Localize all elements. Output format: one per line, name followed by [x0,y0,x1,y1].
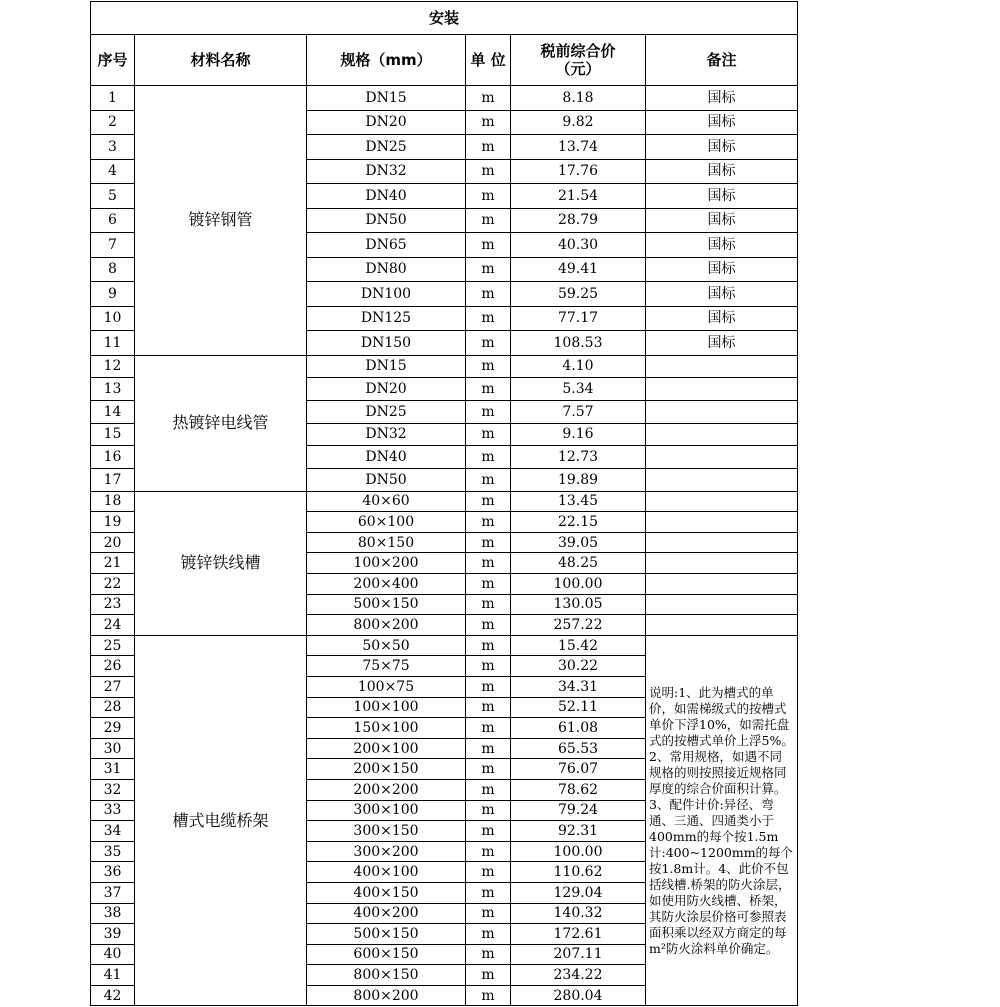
remark-cell [646,574,798,595]
row-number: 41 [91,965,135,986]
row-number: 36 [91,862,135,883]
price-cell: 77.17 [511,306,646,331]
unit-cell: m [466,282,511,307]
price-cell: 52.11 [511,697,646,718]
unit-cell: m [466,594,511,615]
price-cell: 76.07 [511,759,646,780]
row-number: 16 [91,446,135,469]
price-cell: 9.16 [511,423,646,446]
price-cell: 34.31 [511,676,646,697]
unit-cell: m [466,553,511,574]
unit-cell: m [466,135,511,160]
price-cell: 129.04 [511,882,646,903]
row-number: 6 [91,208,135,233]
unit-cell: m [466,800,511,821]
spec-cell: 200×150 [307,759,466,780]
unit-cell: m [466,965,511,986]
spec-cell: DN20 [307,110,466,135]
header-unit: 单 位 [466,35,511,86]
row-number: 9 [91,282,135,307]
table-title: 安装 [91,2,798,35]
row-number: 15 [91,423,135,446]
price-cell: 48.25 [511,553,646,574]
unit-cell: m [466,738,511,759]
price-cell: 92.31 [511,821,646,842]
remark-cell: 国标 [646,110,798,135]
spec-cell: 50×50 [307,635,466,656]
remark-cell [646,491,798,512]
remark-cell [646,532,798,553]
remark-cell [646,423,798,446]
row-number: 8 [91,257,135,282]
spec-cell: 40×60 [307,491,466,512]
remark-cell: 国标 [646,159,798,184]
price-cell: 59.25 [511,282,646,307]
price-cell: 30.22 [511,656,646,677]
spec-cell: 500×150 [307,594,466,615]
unit-cell: m [466,718,511,739]
price-cell: 4.10 [511,355,646,378]
unit-cell: m [466,532,511,553]
spec-cell: 800×200 [307,615,466,636]
unit-cell: m [466,331,511,356]
unit-cell: m [466,423,511,446]
row-number: 37 [91,882,135,903]
price-cell: 22.15 [511,512,646,533]
remark-cell [646,594,798,615]
remark-cell: 国标 [646,331,798,356]
row-number: 17 [91,468,135,491]
unit-cell: m [466,184,511,209]
unit-cell: m [466,635,511,656]
row-number: 14 [91,400,135,423]
row-number: 13 [91,378,135,401]
unit-cell: m [466,821,511,842]
spec-cell: DN15 [307,355,466,378]
price-table [90,1,798,1006]
spec-cell: 400×150 [307,882,466,903]
price-cell: 21.54 [511,184,646,209]
spec-cell: 400×200 [307,903,466,924]
price-cell: 108.53 [511,331,646,356]
row-number: 30 [91,738,135,759]
price-cell: 40.30 [511,233,646,258]
unit-cell: m [466,862,511,883]
unit-cell: m [466,903,511,924]
spec-cell: 200×400 [307,574,466,595]
material-name: 镀锌铁线槽 [135,491,307,635]
unit-cell: m [466,355,511,378]
row-number: 26 [91,656,135,677]
row-number: 4 [91,159,135,184]
spec-cell: DN32 [307,159,466,184]
header-spec: 规格（mm） [307,35,466,86]
row-number: 40 [91,944,135,965]
unit-cell: m [466,985,511,1006]
row-number: 20 [91,532,135,553]
row-number: 24 [91,615,135,636]
row-number: 18 [91,491,135,512]
price-cell: 19.89 [511,468,646,491]
row-number: 23 [91,594,135,615]
spec-cell: 100×75 [307,676,466,697]
spec-cell: DN40 [307,184,466,209]
remark-cell [646,468,798,491]
row-number: 2 [91,110,135,135]
spec-cell: DN40 [307,446,466,469]
spec-cell: 60×100 [307,512,466,533]
price-cell: 130.05 [511,594,646,615]
price-cell: 100.00 [511,841,646,862]
unit-cell: m [466,159,511,184]
unit-cell: m [466,697,511,718]
row-number: 12 [91,355,135,378]
header-price: 税前综合价 （元） [511,35,646,86]
price-cell: 61.08 [511,718,646,739]
remark-cell: 国标 [646,86,798,111]
remark-cell: 国标 [646,257,798,282]
spec-cell: DN50 [307,468,466,491]
unit-cell: m [466,574,511,595]
unit-cell: m [466,882,511,903]
row-number: 22 [91,574,135,595]
remark-note: 说明:1、此为槽式的单价，如需梯级式的按槽式单价下浮10%，如需托盘式的按槽式单价上浮5%。2、常用规格，如遇不同规格的则按照接近规格同厚度的综合价面积计算。3、配件计价:异径、弯通、三通、四通类小于400mm的每个按1.5m计:400~1200mm的每个按1.8m计。4、此价不包括线槽.桥架的防火涂层，如使用防火线槽、桥架，其防火涂层价格可参照表面积乘以经双方商定的每m²防火涂料单价确定。 [646,635,798,1006]
row-number: 32 [91,779,135,800]
spec-cell: 300×100 [307,800,466,821]
price-cell: 8.18 [511,86,646,111]
table-row [91,635,798,656]
price-cell: 280.04 [511,985,646,1006]
spec-cell: 800×200 [307,985,466,1006]
spec-cell: 800×150 [307,965,466,986]
row-number: 25 [91,635,135,656]
unit-cell: m [466,676,511,697]
spec-cell: DN50 [307,208,466,233]
row-number: 21 [91,553,135,574]
price-cell: 39.05 [511,532,646,553]
spec-cell: 100×100 [307,697,466,718]
row-number: 11 [91,331,135,356]
header-no: 序号 [91,35,135,86]
unit-cell: m [466,257,511,282]
unit-cell: m [466,656,511,677]
spec-cell: DN100 [307,282,466,307]
row-number: 7 [91,233,135,258]
row-number: 33 [91,800,135,821]
row-number: 10 [91,306,135,331]
price-cell: 140.32 [511,903,646,924]
unit-cell: m [466,491,511,512]
table-row [91,491,798,512]
unit-cell: m [466,446,511,469]
remark-cell: 国标 [646,184,798,209]
price-cell: 13.45 [511,491,646,512]
unit-cell: m [466,759,511,780]
unit-cell: m [466,779,511,800]
spec-cell: 600×150 [307,944,466,965]
remark-cell: 国标 [646,282,798,307]
unit-cell: m [466,841,511,862]
row-number: 29 [91,718,135,739]
row-number: 38 [91,903,135,924]
spec-cell: 300×150 [307,821,466,842]
price-cell: 7.57 [511,400,646,423]
remark-cell [646,355,798,378]
row-number: 3 [91,135,135,160]
spec-cell: 200×200 [307,779,466,800]
material-name: 热镀锌电线管 [135,355,307,491]
unit-cell: m [466,378,511,401]
unit-cell: m [466,512,511,533]
spec-cell: DN125 [307,306,466,331]
spec-cell: 500×150 [307,924,466,945]
row-number: 39 [91,924,135,945]
header-remark: 备注 [646,35,798,86]
price-cell: 49.41 [511,257,646,282]
row-number: 35 [91,841,135,862]
remark-cell [646,378,798,401]
remark-cell: 国标 [646,233,798,258]
remark-cell: 国标 [646,208,798,233]
price-cell: 28.79 [511,208,646,233]
unit-cell: m [466,208,511,233]
price-cell: 9.82 [511,110,646,135]
price-cell: 78.62 [511,779,646,800]
unit-cell: m [466,944,511,965]
row-number: 28 [91,697,135,718]
remark-cell [646,615,798,636]
price-cell: 234.22 [511,965,646,986]
spec-cell: 150×100 [307,718,466,739]
spec-cell: 100×200 [307,553,466,574]
header-material-name: 材料名称 [135,35,307,86]
spec-cell: 300×200 [307,841,466,862]
unit-cell: m [466,400,511,423]
spec-cell: DN25 [307,400,466,423]
unit-cell: m [466,86,511,111]
price-cell: 257.22 [511,615,646,636]
price-cell: 100.00 [511,574,646,595]
title-row [91,2,798,35]
row-number: 27 [91,676,135,697]
price-cell: 15.42 [511,635,646,656]
unit-cell: m [466,110,511,135]
spec-cell: DN20 [307,378,466,401]
spec-cell: DN25 [307,135,466,160]
spec-cell: 75×75 [307,656,466,677]
spec-cell: DN32 [307,423,466,446]
remark-cell [646,553,798,574]
price-cell: 5.34 [511,378,646,401]
spec-cell: 80×150 [307,532,466,553]
row-number: 19 [91,512,135,533]
unit-cell: m [466,615,511,636]
table-row [91,355,798,378]
spec-cell: DN150 [307,331,466,356]
price-cell: 110.62 [511,862,646,883]
row-number: 5 [91,184,135,209]
spec-cell: DN15 [307,86,466,111]
spec-cell: DN65 [307,233,466,258]
price-cell: 65.53 [511,738,646,759]
remark-cell [646,446,798,469]
price-cell: 12.73 [511,446,646,469]
row-number: 42 [91,985,135,1006]
unit-cell: m [466,233,511,258]
price-cell: 13.74 [511,135,646,160]
unit-cell: m [466,924,511,945]
spec-cell: 400×100 [307,862,466,883]
row-number: 1 [91,86,135,111]
table-row [91,86,798,111]
row-number: 31 [91,759,135,780]
remark-cell: 国标 [646,306,798,331]
price-cell: 17.76 [511,159,646,184]
unit-cell: m [466,468,511,491]
header-row [91,35,798,86]
unit-cell: m [466,306,511,331]
material-name: 槽式电缆桥架 [135,635,307,1006]
remark-cell: 国标 [646,135,798,160]
remark-cell [646,512,798,533]
material-name: 镀锌钢管 [135,86,307,356]
price-cell: 207.11 [511,944,646,965]
price-cell: 79.24 [511,800,646,821]
price-cell: 172.61 [511,924,646,945]
remark-cell [646,400,798,423]
spec-cell: DN80 [307,257,466,282]
row-number: 34 [91,821,135,842]
spec-cell: 200×100 [307,738,466,759]
